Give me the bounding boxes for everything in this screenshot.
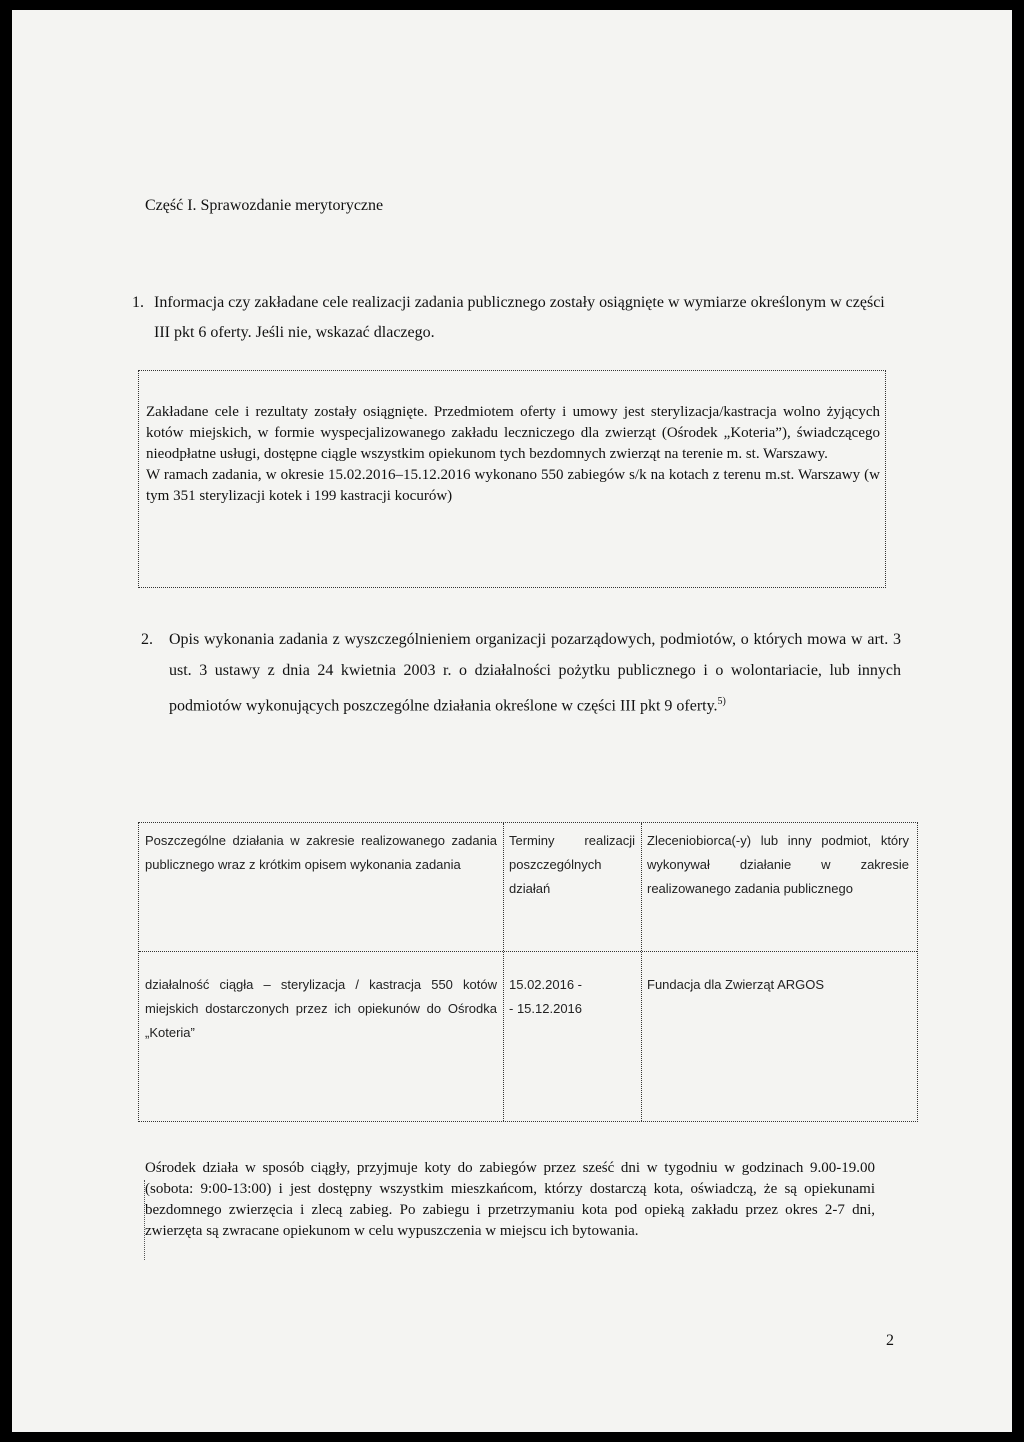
document-page [12, 10, 1012, 1432]
question-1 [132, 288, 902, 348]
table-cell-date-start: 15.02.2016 - [509, 977, 583, 992]
table-column-divider-1 [503, 823, 504, 1121]
answer-1-text [146, 402, 880, 507]
margin-mark [144, 1180, 146, 1260]
table-cell-executor: Fundacja dla Zwierząt ARGOS [647, 977, 825, 992]
table-cell-date-end: - 15.12.2016 [509, 1001, 583, 1016]
table-header-activity: Poszczególne działania w zakresie realizowanego zadania publicznego wraz z krótkim opisem wykonania zadania [145, 833, 497, 872]
table-column-divider-2 [641, 823, 642, 1121]
question-2-body: Opis wykonania zadania z wyszczególnieniem organizacji pozarządowych, podmiotów, o których mowa w art. 3 ust. 3 ustawy z dnia 24 kwietnia 2003 r. o działalności pożytku publicznego i o wolontariacie, lub innych podmiotów wykonujących poszczególne działania określone w części III pkt 9 oferty. [169, 631, 901, 715]
page-number: 2 [886, 1332, 894, 1349]
question-2-footnote: 5) [717, 696, 726, 707]
closing-paragraph: Ośrodek działa w sposób ciągły, przyjmuje koty do zabiegów przez sześć dni w tygodniu w godzinach 9.00-19.00 (sobota: 9:00-13:00) i jest dostępny wszystkim mieszkańcom, którzy dostarczą kota, oświadczą, że są opiekunami bezdomnego zwierzęcia i zlecą zabieg. Po zabiegu i przetrzymaniu kota pod opieką zakładu przez okres 2-7 dni, zwierzęta są zwracane opiekunom w celu wypuszczenia w miejscu ich bytowania. [145, 1160, 875, 1239]
table-header-dates: Terminy realizacji poszczególnych działań [509, 833, 635, 896]
table-header-divider [139, 951, 917, 952]
table-cell-dates [509, 973, 635, 1021]
section-title: Część I. Sprawozdanie merytoryczne [145, 197, 384, 214]
answer-1-paragraph-1: Zakładane cele i rezultaty zostały osiągnięte. Przedmiotem oferty i umowy jest sterylizacja/kastracja wolno żyjących kotów miejskich, w formie wyspecjalizowanego zakładu leczniczego dla zwierząt (Ośrodek „Koteria”), świadczącego nieodpłatne usługi, dostępne ciągle wszystkim opiekunom tych bezdomnych zwierząt na terenie m. st. Warszawy. [146, 404, 880, 462]
question-2-number: 2. [141, 631, 153, 648]
answer-1-paragraph-2: W ramach zadania, w okresie 15.02.2016–15.12.2016 wykonano 550 zabiegów s/k na kotach z terenu m.st. Warszawy (w tym 351 sterylizacji kotek i 199 kastracji kocurów) [146, 467, 880, 504]
table-cell-activity: działalność ciągła – sterylizacja / kastracja 550 kotów miejskich dostarczonych przez ich opiekunów do Ośrodka „Koteria” [145, 977, 497, 1040]
activities-table [138, 822, 918, 1122]
question-2-text [169, 624, 901, 721]
table-header-executor: Zleceniobiorca(-y) lub inny podmiot, który wykonywał działanie w zakresie realizowanego zadania publicznego [647, 833, 909, 896]
question-1-number: 1. [132, 294, 144, 311]
question-2 [141, 624, 901, 721]
question-1-text: Informacja czy zakładane cele realizacji zadania publicznego zostały osiągnięte w wymiarze określonym w części III pkt 6 oferty. Jeśli nie, wskazać dlaczego. [154, 294, 885, 341]
